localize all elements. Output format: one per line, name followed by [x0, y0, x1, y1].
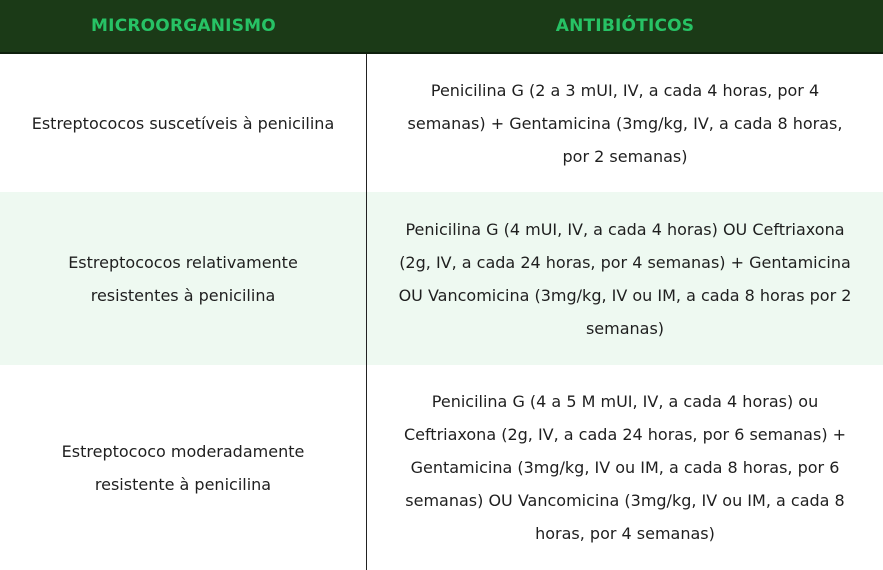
table-row [0, 365, 883, 570]
header-antibioticos: ANTIBIÓTICOS [555, 16, 695, 36]
microorganismo-cell: Estreptococos suscetíveis à penicilina [0, 54, 367, 192]
antibioticos-cell: Penicilina G (4 a 5 M mUI, IV, a cada 4 horas) ou Ceftriaxona (2g, IV, a cada 24 horas, por 6 semanas) + Gentamicina (3mg/kg, IV ou IM, a cada 8 horas, por 6 semanas) OU Vancomicina (3mg/kg, IV ou IM, a cada 8 horas, por 4 semanas) [403, 392, 847, 543]
header-microorganismo: MICROORGANISMO [91, 16, 276, 36]
microorganismo-cell: Estreptococo moderadamente resistente à penicilina [0, 365, 367, 570]
microorganismo-cell: Estreptococos relativamente resistentes à penicilina [0, 192, 367, 365]
table-row [0, 54, 883, 192]
antibioticos-cell: Penicilina G (4 mUI, IV, a cada 4 horas) OU Ceftriaxona (2g, IV, a cada 24 horas, por 4 semanas) + Gentamicina OU Vancomicina (3mg/kg, IV ou IM, a cada 8 horas por 2 semanas) [398, 219, 852, 338]
table-row [0, 192, 883, 365]
table-header [0, 0, 883, 54]
antibioticos-cell: Penicilina G (2 a 3 mUI, IV, a cada 4 horas, por 4 semanas) + Gentamicina (3mg/kg, IV, a cada 8 horas, por 2 semanas) [407, 80, 843, 166]
